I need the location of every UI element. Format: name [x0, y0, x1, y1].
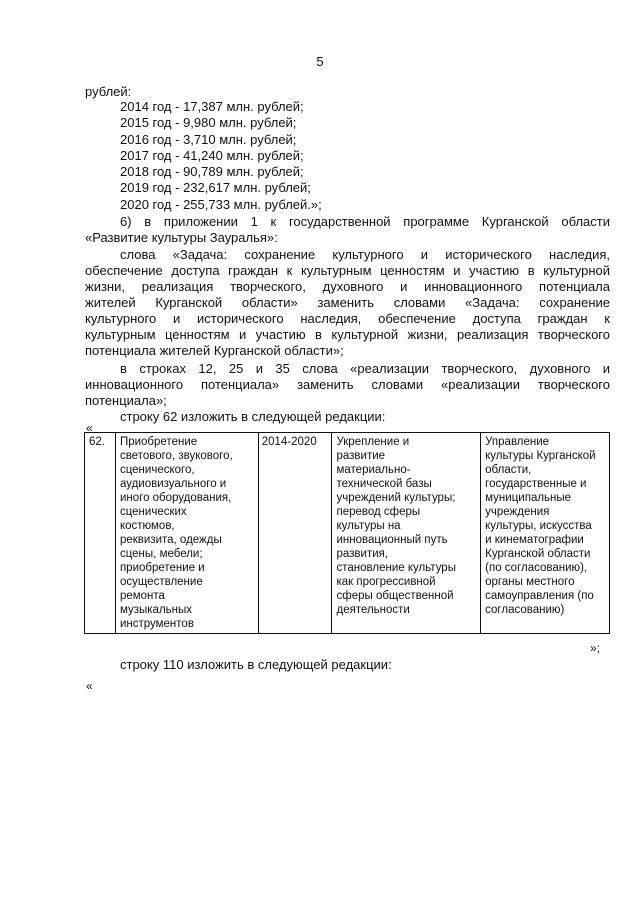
cell-line: сферы общественной — [336, 590, 454, 602]
cell-line: сценических — [119, 506, 187, 518]
item6-line1: 6) в приложении 1 к государственной программе Курганской области — [120, 214, 610, 229]
year-line: 2019 год - 232,617 млн. рублей; — [120, 180, 311, 196]
cell-line: органы местного — [485, 576, 575, 588]
cell-line: согласованию) — [485, 604, 565, 616]
opening-quote: « — [86, 421, 93, 435]
cell-line: аудиовизуального и — [119, 478, 227, 490]
cell-line: развитие — [336, 450, 386, 462]
executors-cell — [481, 433, 610, 634]
words-para-line: жителей Курганской области» заменить словами «Задача: сохранение — [85, 295, 610, 310]
cell-line: области, — [485, 464, 532, 476]
year-line: 2017 год - 41,240 млн. рублей; — [120, 147, 304, 163]
cell-line: перевод сферы — [336, 506, 421, 518]
cell-line: приобретение и — [119, 562, 205, 574]
cell-line: материально- — [336, 464, 411, 476]
period-cell: 2014-2020 — [258, 433, 332, 634]
cell-line: самоуправления (по — [485, 590, 594, 602]
table-row — [85, 433, 610, 634]
year-line: 2018 год - 90,789 млн. рублей; — [120, 164, 304, 180]
cell-line: государственные и — [485, 478, 587, 490]
program-row-62-table — [84, 432, 610, 634]
cell-line: костюмов, — [119, 520, 175, 532]
year-line: 2014 год - 17,387 млн. рублей; — [120, 99, 304, 114]
cell-line: осуществление — [119, 576, 203, 588]
item6-line2: «Развитие культуры Зауралья»: — [85, 230, 278, 245]
year-line: 2016 год - 3,710 млн. рублей; — [120, 131, 297, 147]
cell-line: музыкальных — [119, 604, 193, 616]
cell-line: Управление — [485, 436, 550, 448]
row-number-cell: 62. — [85, 433, 116, 634]
cell-line: сценического, — [119, 464, 195, 476]
cell-line: культуры Курганской — [485, 450, 596, 462]
cell-line: деятельности — [336, 604, 410, 616]
result-cell — [332, 433, 481, 634]
words-para-line: культурного и исторического наследия, обеспечение доступа граждан к — [85, 311, 610, 326]
words-para-line: культурным ценностям и участию в культурной жизни, реализация творческого — [85, 327, 610, 342]
cell-line: иного оборудования, — [119, 492, 232, 504]
words-para-line: жизни, реализация творческого, духовного и инновационного потенциала — [85, 279, 610, 294]
words-para-line: потенциала жителей Курганской области»; — [85, 343, 344, 358]
description-cell — [115, 433, 258, 634]
opening-quote-2: « — [86, 679, 93, 693]
cell-line: учреждения — [485, 506, 550, 518]
rows-para-line: в строках 12, 25 и 35 слова «реализации творческого, духовного и — [120, 361, 610, 376]
cell-line: ремонта — [119, 590, 165, 602]
cell-line: инновационный путь — [336, 534, 448, 546]
funding-years-list — [120, 99, 322, 213]
cell-line: культуры, искусства — [485, 520, 592, 532]
cell-line: культуры на — [336, 520, 401, 532]
lead-text: рублей: — [85, 84, 132, 99]
rows-para-line: инновационного потенциала» заменить словами «реализации творческого — [85, 377, 610, 392]
year-line: 2015 год - 9,980 млн. рублей; — [120, 115, 297, 131]
page-number: 5 — [316, 54, 324, 69]
words-para-line: слова «Задача: сохранение культурного и исторического наследия, — [120, 247, 610, 262]
closing-quote: »; — [590, 641, 601, 655]
cell-line: светового, звукового, — [119, 450, 233, 462]
cell-line: как прогрессивной — [336, 576, 436, 588]
words-para-line: обеспечение доступа граждан к культурным ценностям и участию в культурной — [85, 263, 610, 278]
row110-intro: строку 110 изложить в следующей редакции: — [120, 657, 392, 672]
rows-para-line: потенциала»; — [85, 393, 167, 408]
cell-line: и кинематографии — [485, 534, 584, 546]
cell-line: Укрепление и — [336, 436, 410, 448]
cell-line: Приобретение — [119, 436, 198, 448]
year-line: 2020 год - 255,733 млн. рублей.»; — [120, 196, 322, 212]
cell-line: развития, — [336, 548, 389, 560]
cell-line: технической базы — [336, 478, 432, 490]
cell-line: муниципальные — [485, 492, 572, 504]
cell-line: учреждений культуры; — [336, 492, 456, 504]
row62-intro: строку 62 изложить в следующей редакции: — [120, 409, 386, 424]
cell-line: становление культуры — [336, 562, 456, 574]
cell-line: Курганской области — [485, 548, 591, 560]
cell-line: инструментов — [119, 618, 194, 630]
cell-line: сцены, мебели; — [119, 548, 203, 560]
cell-line: (по согласованию), — [485, 562, 588, 574]
cell-line: реквизита, одежды — [119, 534, 222, 546]
